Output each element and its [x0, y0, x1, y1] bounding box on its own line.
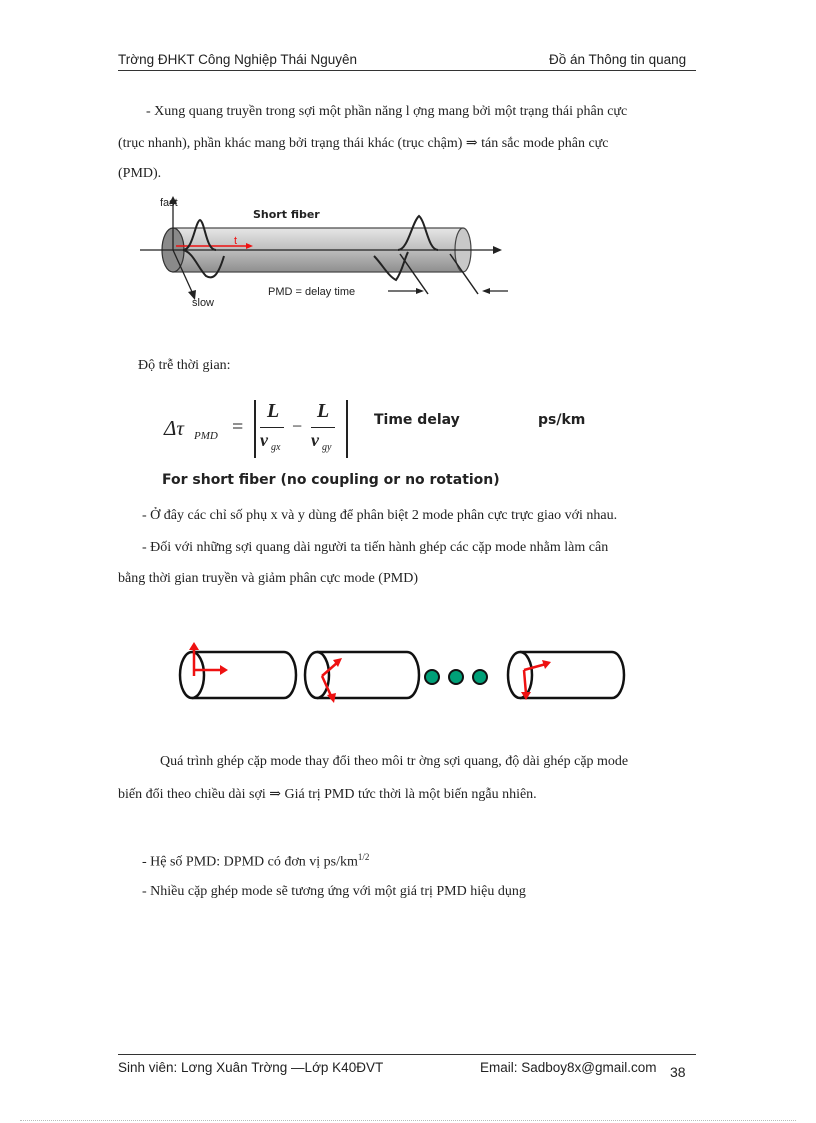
formula-caption: For short fiber (no coupling or no rotation): [162, 472, 500, 488]
fast-label: fast: [160, 197, 178, 209]
delay-title: Độ trễ thời gian:: [138, 358, 231, 373]
header-left: Trờng ĐHKT Công Nghiệp Thái Nguyên: [118, 52, 357, 67]
p1-line1: - Xung quang truyền trong sợi một phần năng l ợng mang bởi một trạng thái phân cực: [146, 104, 628, 119]
unit-label: ps/km: [538, 412, 586, 428]
ellipsis-dot-3: [473, 670, 487, 684]
bullet-pmd-sup: 1/2: [357, 852, 370, 862]
page-bottom-border: [20, 1120, 796, 1121]
formula-num2: L: [317, 400, 330, 422]
bullet-pmd-text: - Hệ số PMD: DPMD có đơn vị ps/km: [142, 854, 358, 870]
ellipsis-dot-1: [425, 670, 439, 684]
formula-num1: L: [267, 400, 280, 422]
t-label: t: [234, 235, 238, 247]
abs-bar-right: [346, 400, 348, 458]
bullet-effective-pmd: - Nhiều cặp ghép mode sẽ tương ứng với một giá trị PMD hiệu dụng: [142, 884, 526, 899]
fiber-segment-1: [180, 642, 296, 698]
p3-line1: - Đối với những sợi quang dài người ta tiến hành ghép các cặp mode nhằm làm cân: [142, 540, 609, 555]
header-right: Đồ án Thông tin quang: [549, 52, 687, 67]
time-delay-label: Time delay: [374, 412, 460, 428]
footer-email: Email: Sadboy8x@gmail.com: [480, 1060, 657, 1075]
bullet-pmd-coefficient: [142, 852, 369, 871]
formula-lhs-sub: PMD: [194, 430, 218, 442]
fiber-segment-3: [508, 652, 624, 700]
footer-divider: [118, 1054, 696, 1055]
fiber-segments-figure: [172, 640, 632, 710]
fiber-segment-2: [305, 652, 419, 703]
formula-den2: v: [311, 430, 319, 450]
p4-line1: Quá trình ghép cặp mode thay đổi theo môi tr ờng sợi quang, độ dài ghép cặp mode: [160, 754, 629, 769]
p2: - Ở đây các chỉ số phụ x và y dùng để phân biệt 2 mode phân cực trực giao với nhau.: [142, 508, 618, 523]
abs-bar-left: [254, 400, 256, 458]
formula-minus: −: [292, 416, 303, 436]
formula-den2-sub: gy: [322, 442, 332, 453]
ellipsis-dot-2: [449, 670, 463, 684]
slow-label: slow: [192, 297, 215, 309]
formula-den1-sub: gx: [271, 442, 281, 453]
formula-den1: v: [260, 430, 268, 450]
short-fiber-label: Short fiber: [253, 208, 320, 221]
p1-line3: (PMD).: [118, 166, 162, 181]
p3-line2: bằng thời gian truyền và giảm phân cực mode (PMD): [118, 571, 418, 586]
formula-lhs: Δτ: [164, 416, 184, 440]
short-fiber-figure: [138, 194, 518, 312]
pmd-formula: [164, 398, 604, 462]
header-divider: [118, 70, 696, 71]
pmd-label: PMD = delay time: [268, 286, 356, 298]
footer-student: Sinh viên: Lơng Xuân Trờng —Lớp K40ĐVT: [118, 1060, 384, 1075]
page-number: 38: [670, 1064, 686, 1080]
p1-line2: (trục nhanh), phần khác mang bởi trạng thái khác (trục chậm) ⇒ tán sắc mode phân cực: [118, 136, 609, 151]
formula-eq: =: [232, 416, 244, 438]
p4-line2: biến đổi theo chiều dài sợi ⇒ Giá trị PMD tức thời là một biến ngẫu nhiên.: [118, 787, 537, 802]
